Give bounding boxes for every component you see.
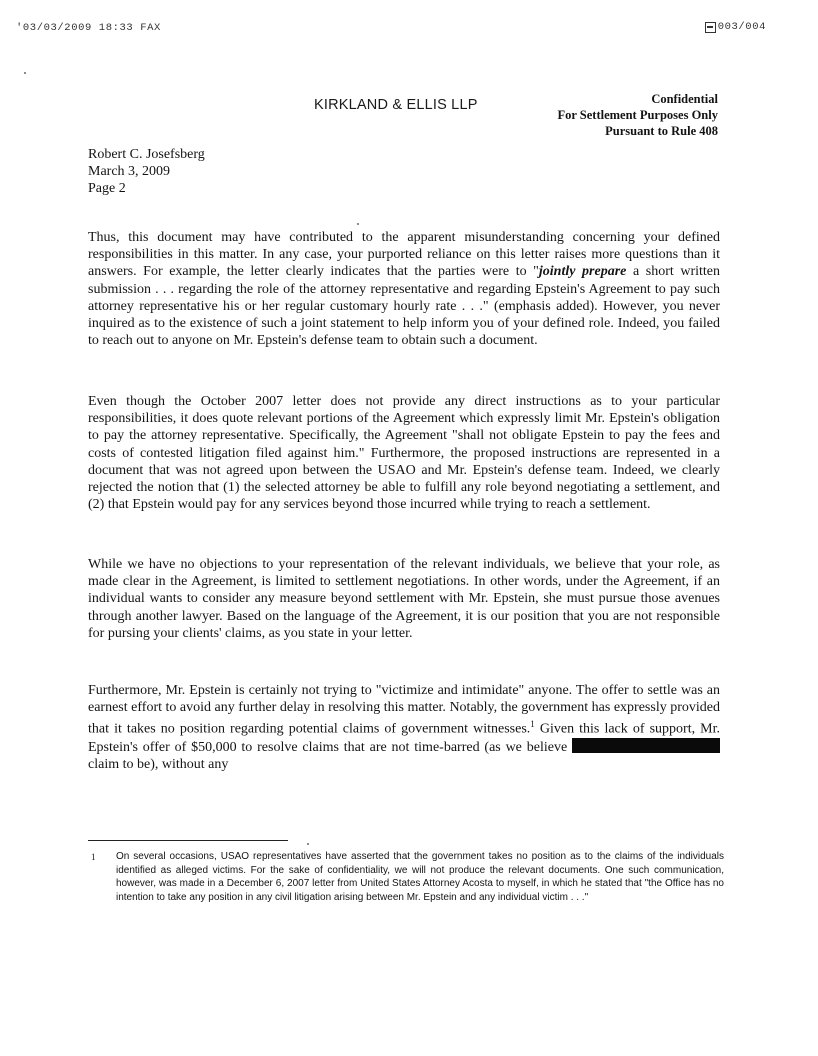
rule-408-line: Pursuant to Rule 408 — [605, 124, 718, 138]
letter-date: March 3, 2009 — [88, 164, 171, 179]
scan-speck — [307, 843, 309, 845]
footnote-reference: 1 — [530, 719, 535, 730]
paragraph-1 — [88, 229, 720, 349]
footnote-number: 1 — [91, 852, 96, 862]
p1-text-after: a short written submission . . . regarding the role of the attorney representative and regarding Epstein's Agreement to pay such attorney representative his or her regular customary hourly rate . . ." (emphasis added). However, you never inquired as to the existence of such a joint statement to help inform you of your defined role. Indeed, you failed to reach out to anyone on Mr. Epstein's defense team to obtain such a document. — [88, 264, 720, 349]
footnote-divider — [88, 840, 288, 841]
paragraph-2: Even though the October 2007 letter does not provide any direct instructions as to your particular responsibilities, it does quote relevant portions of the Agreement which expressly limit Mr. Epstein's obligation to pay the attorney representative. Specifically, the Agreement "shall not obligate Epstein to pay the fees and costs of contested litigation filed against him." Furthermore, the proposed instructions are represented in a document that was not agreed upon between the USAO and Mr. Epstein's defense team. Indeed, we clearly rejected the notion that (1) the selected attorney be able to fulfill any role beyond negotiating a settlement, and (2) that Epstein would pay for any services beyond those incurred while trying to reach a settlement. — [88, 394, 720, 513]
recipient-name: Robert C. Josefsberg — [88, 147, 205, 162]
settlement-purposes-line: For Settlement Purposes Only — [557, 108, 718, 122]
redaction-box — [572, 738, 720, 753]
confidential-line: Confidential — [651, 92, 718, 106]
firm-letterhead: KIRKLAND & ELLIS LLP — [314, 97, 478, 113]
paragraph-3: While we have no objections to your representation of the relevant individuals, we believe that your role, as made clear in the Agreement, is limited to settlement negotiations. In other words, under the Agreement, if an individual wants to consider any measure beyond settlement with Mr. Epstein, she must pursue those avenues through another lawyer. Based on the language of the Agreement, it is our position that you are not responsible for pursing your clients' claims, as you state in your letter. — [88, 557, 720, 641]
fax-header-right — [705, 21, 766, 33]
p4-text-before: Furthermore, Mr. Epstein is certainly not trying to "victimize and intimidate" anyone. The offer to settle was an earnest effort to avoid any further delay in resolving this matter. Notably, the government has expressly provided that it takes no position regarding potential claims of government witnesses. — [88, 683, 720, 738]
scan-speck — [357, 223, 359, 225]
fax-header-left: '03/03/2009 18:33 FAX — [16, 22, 161, 34]
recipient-block — [88, 146, 205, 197]
p1-emphasis: jointly prepare — [538, 264, 627, 280]
p4-text-after: claim to be), without any — [88, 757, 229, 773]
p1-text-before: Thus, this document may have contributed to the apparent misunderstanding concerning your defined responsibilities in this matter. In any case, your purported reliance on this letter raises more questions than it answers. For example, the letter clearly indicates that the parties were to " — [88, 230, 720, 280]
scan-speck — [24, 72, 26, 74]
fax-page-count: 003/004 — [717, 21, 766, 33]
footnote-text: On several occasions, USAO representatives have asserted that the government takes no position as to the claims of the individuals identified as alleged victims. For the sake of confidentiality, we will not produce the relevant documents. One such communication, however, was made in a December 6, 2007 letter from United States Attorney Acosta to myself, in which he stated that "the Office has no intention to take any position in any civil litigation arising between Mr. Epstein and any individual victim . . ." — [116, 851, 724, 903]
p4-text-middle: Given this lack of support, Mr. Epstein's offer of $50,000 to resolve claims that are not time-barred (as we believe — [88, 722, 720, 756]
page-number: Page 2 — [88, 181, 126, 196]
paragraph-4 — [88, 682, 720, 774]
confidentiality-notice — [557, 91, 718, 139]
fax-page-icon — [705, 22, 716, 33]
